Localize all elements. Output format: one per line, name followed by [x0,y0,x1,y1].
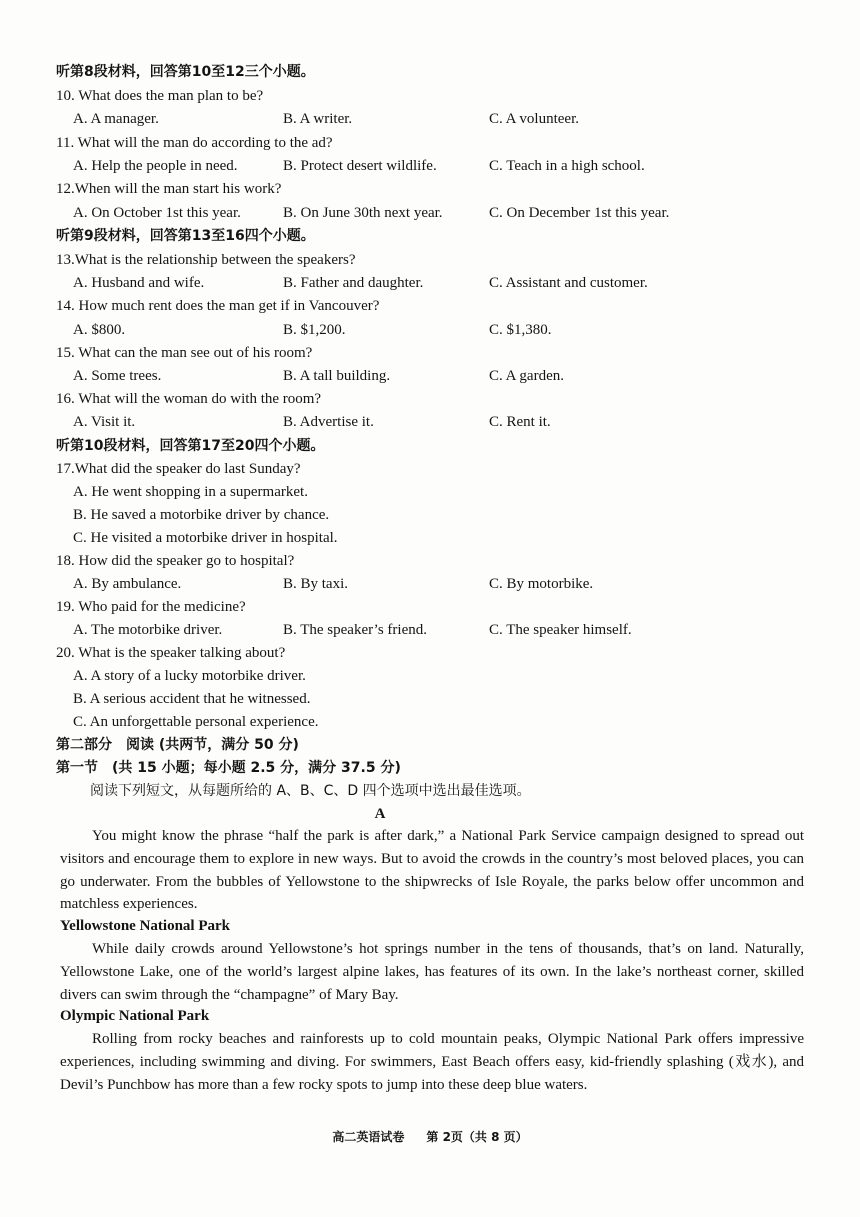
q14-option-c: C. $1,380. [489,322,552,338]
q19-option-c: C. The speaker himself. [489,622,632,638]
question-17: 17.What did the speaker do last Sunday? [56,461,301,477]
q14-option-a: A. $800. [73,322,126,338]
q15-option-b: B. A tall building. [283,368,391,384]
question-16: 16. What will the woman do with the room? [56,391,322,407]
park-heading-olympic: Olympic National Park [60,1008,210,1024]
question-19: 19. Who paid for the medicine? [56,599,246,615]
q20-option-b: B. A serious accident that he witnessed. [73,691,311,707]
q15-option-a: A. Some trees. [73,368,162,384]
question-13: 13.What is the relationship between the speakers? [56,252,356,268]
q10-option-c: C. A volunteer. [489,111,579,127]
q14-option-b: B. $1,200. [283,322,346,338]
q18-option-c: C. By motorbike. [489,576,594,592]
footer-page-number: 第 2页（共 8 页） [426,1130,528,1144]
q17-option-a: A. He went shopping in a supermarket. [73,484,308,500]
footer-exam-title: 高二英语试卷 [332,1130,405,1144]
question-12: 12.When will the man start his work? [56,181,282,197]
q17-option-c: C. He visited a motorbike driver in hospital. [73,530,338,546]
page-footer [0,1128,860,1145]
q11-option-a: A. Help the people in need. [73,158,238,174]
section-8-heading: 听第8段材料，回答第10至12三个小题。 [56,64,315,80]
q18-option-b: B. By taxi. [283,576,349,592]
passage-paragraph-3 [60,1028,804,1096]
q12-option-b: B. On June 30th next year. [283,205,443,221]
question-11: 11. What will the man do according to the ad? [56,135,333,151]
q12-option-a: A. On October 1st this year. [73,205,241,221]
q12-option-c: C. On December 1st this year. [489,205,670,221]
question-15: 15. What can the man see out of his room? [56,345,313,361]
section-10-heading: 听第10段材料，回答第17至20四个小题。 [56,438,325,454]
q11-option-b: B. Protect desert wildlife. [283,158,437,174]
section-9-heading: 听第9段材料，回答第13至16四个小题。 [56,228,315,244]
q13-option-c: C. Assistant and customer. [489,275,648,291]
question-14: 14. How much rent does the man get if in Vancouver? [56,298,380,314]
part-2-heading: 第二部分 阅读 (共两节，满分 50 分) [56,737,299,753]
paragraph-1-text: You might know the phrase “half the park is after dark,” a National Park Service campaign designed to spread out visitors and encourage them to explore in new ways. But to avoid the crowds in the country’s most beloved places, you can go underwater. From the bubbles of Yellowstone to the shipwrecks of Isle Royale, the parks below offer uncommon and matchless experiences. [60,828,804,913]
reading-instruction: 阅读下列短文，从每题所给的 A、B、C、D 四个选项中选出最佳选项。 [90,783,531,799]
paragraph-2-text: While daily crowds around Yellowstone’s hot springs number in the tens of thousands, that’s on land. Naturally, Yellowstone Lake, one of the world’s largest alpine lakes, has features of its own. In the lake’s northeast corner, skilled divers can swim through the “champagne” of Mary Bay. [60,941,804,1003]
section-1-heading: 第一节 (共 15 小题；每小题 2.5 分，满分 37.5 分) [56,760,401,776]
q11-option-c: C. Teach in a high school. [489,158,645,174]
question-10: 10. What does the man plan to be? [56,88,264,104]
passage-letter: A [374,806,386,822]
q19-option-b: B. The speaker’s friend. [283,622,427,638]
q10-option-a: A. A manager. [73,111,159,127]
q10-option-b: B. A writer. [283,111,353,127]
q19-option-a: A. The motorbike driver. [73,622,223,638]
q18-option-a: A. By ambulance. [73,576,182,592]
q16-option-a: A. Visit it. [73,414,136,430]
question-18: 18. How did the speaker go to hospital? [56,553,295,569]
q17-option-b: B. He saved a motorbike driver by chance. [73,507,330,523]
paragraph-3-text: Rolling from rocky beaches and rainforests up to cold mountain peaks, Olympic National Park offers impressive experiences, including swimming and diving. For swimmers, East Beach offers easy, kid-friendly splashing (戏水), and Devil’s Punchbow has more than a few rocky spots to jump into these deep blue waters. [60,1031,804,1093]
q15-option-c: C. A garden. [489,368,564,384]
q16-option-c: C. Rent it. [489,414,551,430]
q13-option-b: B. Father and daughter. [283,275,424,291]
passage-paragraph-1 [60,825,804,916]
park-heading-yellowstone: Yellowstone National Park [60,918,230,934]
passage-paragraph-2 [60,938,804,1006]
q16-option-b: B. Advertise it. [283,414,374,430]
q13-option-a: A. Husband and wife. [73,275,205,291]
q20-option-a: A. A story of a lucky motorbike driver. [73,668,306,684]
q20-option-c: C. An unforgettable personal experience. [73,714,319,730]
question-20: 20. What is the speaker talking about? [56,645,286,661]
